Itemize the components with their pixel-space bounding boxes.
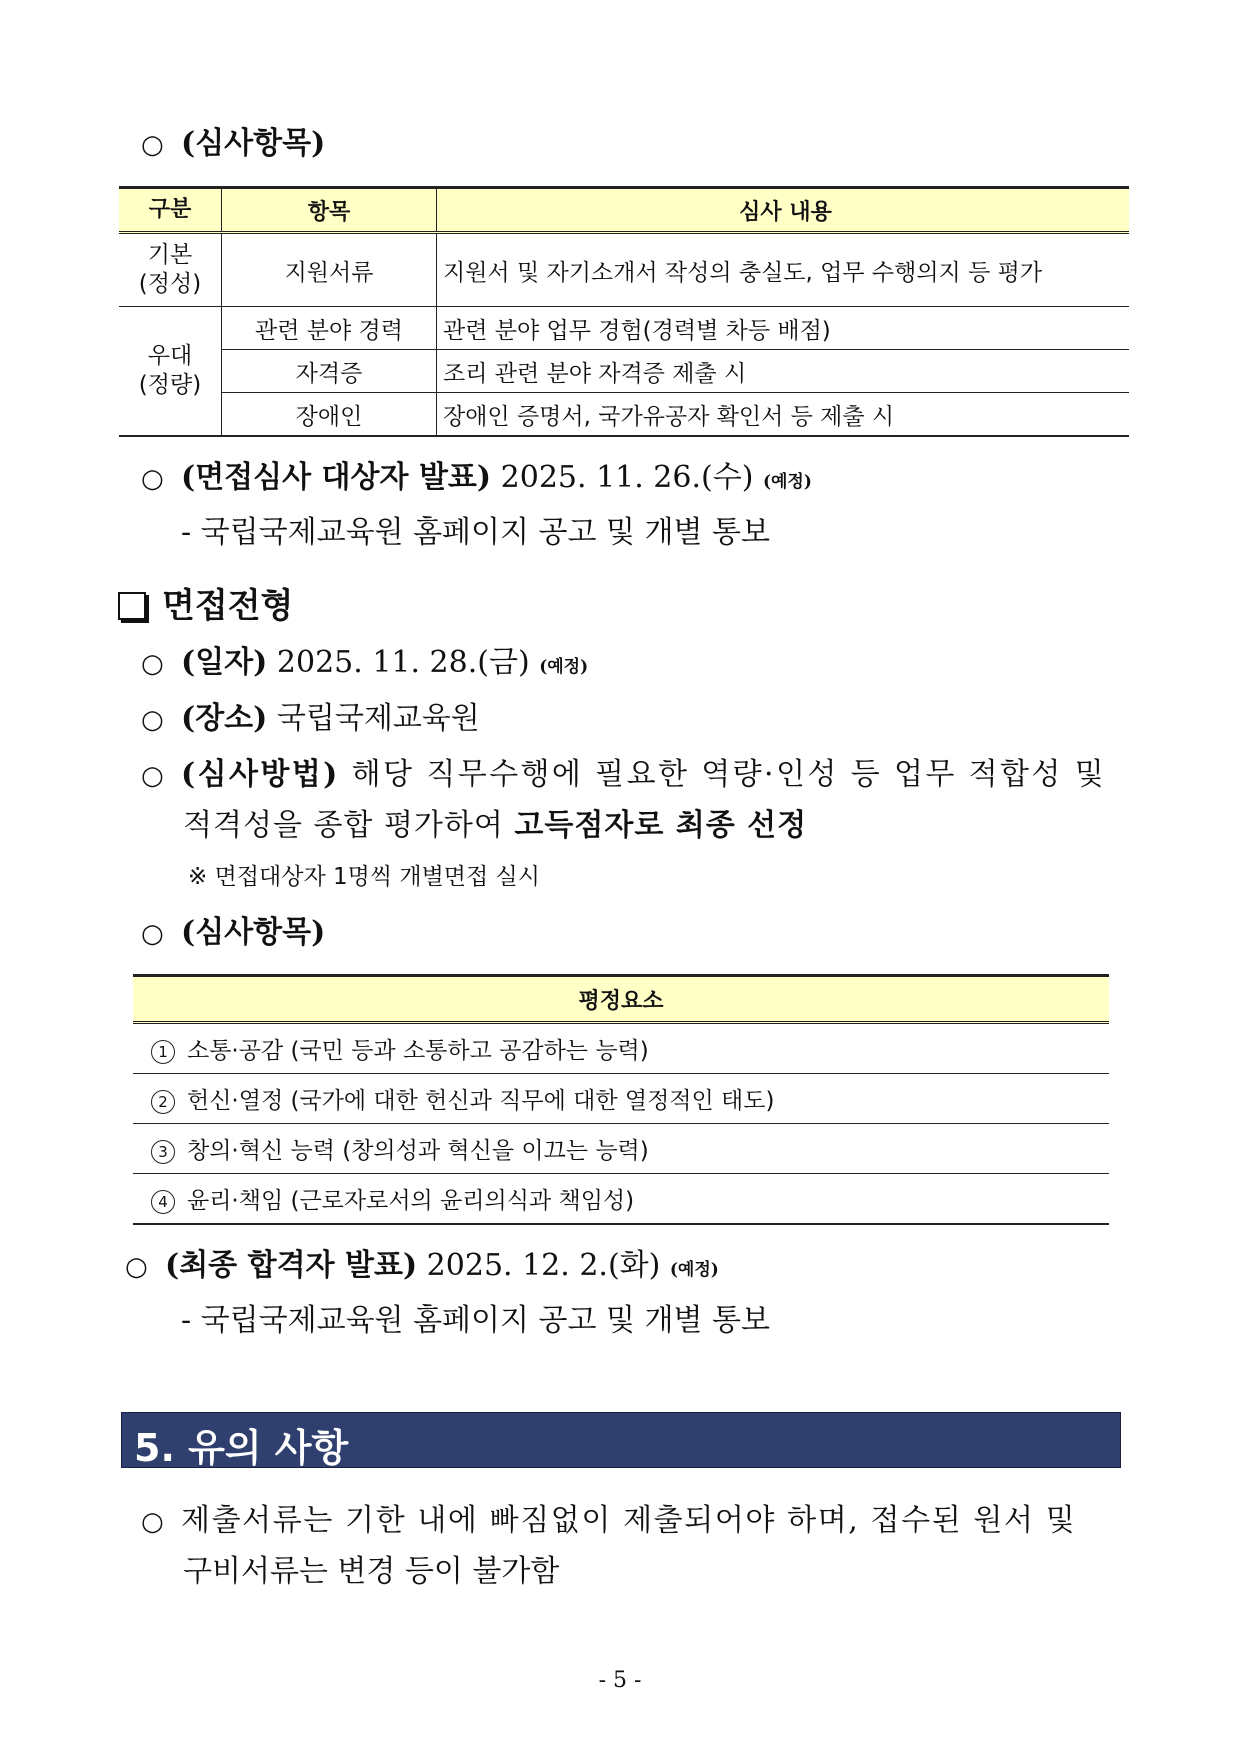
table-row bbox=[133, 1074, 1109, 1124]
final-date: 2025. 12. 2.(화) bbox=[417, 1248, 670, 1283]
interview-method-item bbox=[141, 749, 1106, 793]
interview-method-line2 bbox=[183, 800, 807, 844]
method-text-bold: 고득점자로 최종 선정 bbox=[514, 808, 808, 843]
col-header-content: 심사 내용 bbox=[437, 188, 1130, 233]
section-5-title: 5. 유의 사항 bbox=[134, 1426, 349, 1470]
item-cell: 자격증 bbox=[222, 350, 437, 393]
col-header-item: 항목 bbox=[222, 188, 437, 233]
interview-place-item bbox=[141, 693, 480, 737]
rating-cell bbox=[133, 1074, 1109, 1124]
circled-number: 3 bbox=[151, 1140, 175, 1164]
interview-date-item bbox=[141, 637, 588, 681]
bullet-circle: ○ bbox=[141, 649, 164, 679]
table-row bbox=[119, 350, 1129, 393]
announce-label: (면접심사 대상자 발표) bbox=[181, 460, 492, 495]
rating-cell bbox=[133, 1124, 1109, 1174]
section-5-header bbox=[121, 1412, 1121, 1468]
evaluation-table bbox=[119, 186, 1129, 437]
final-note: (예정) bbox=[669, 1260, 719, 1280]
final-sub: - 국립국제교육원 홈페이지 공고 및 개별 통보 bbox=[181, 1303, 770, 1338]
interview-items-heading bbox=[141, 907, 325, 951]
item-cell: 장애인 bbox=[222, 393, 437, 437]
bullet-circle: ○ bbox=[141, 130, 164, 160]
rating-text: 헌신·열정 (국가에 대한 헌신과 직무에 대한 열정적인 태도) bbox=[187, 1088, 775, 1114]
rating-cell bbox=[133, 1174, 1109, 1225]
bullet-circle: ○ bbox=[141, 464, 164, 494]
circled-number: 2 bbox=[151, 1090, 175, 1114]
table-row bbox=[133, 1023, 1109, 1074]
content-cell: 조리 관련 분야 자격증 제출 시 bbox=[437, 350, 1130, 393]
method-text-line2: 적격성을 종합 평가하여 bbox=[183, 808, 515, 843]
heading-text: (심사항목) bbox=[181, 126, 326, 161]
page-number: - 5 - bbox=[598, 1668, 642, 1693]
date-label: (일자) bbox=[181, 645, 268, 680]
announce-sub: - 국립국제교육원 홈페이지 공고 및 개별 통보 bbox=[181, 515, 770, 550]
method-label: (심사방법) bbox=[181, 757, 340, 792]
method-text-line1: 해당 직무수행에 필요한 역량·인성 등 업무 적합성 및 bbox=[339, 757, 1107, 792]
circled-number: 1 bbox=[151, 1040, 175, 1064]
content-cell: 장애인 증명서, 국가유공자 확인서 등 제출 시 bbox=[437, 393, 1130, 437]
table-row bbox=[119, 233, 1129, 307]
rating-text: 소통·공감 (국민 등과 소통하고 공감하는 능력) bbox=[187, 1038, 649, 1064]
category-cell: 기본 (정성) bbox=[119, 233, 222, 307]
content-cell: 지원서 및 자기소개서 작성의 충실도, 업무 수행의지 등 평가 bbox=[437, 233, 1130, 307]
bullet-circle: ○ bbox=[141, 705, 164, 735]
table-row bbox=[119, 393, 1129, 437]
bullet-circle: ○ bbox=[141, 761, 164, 791]
category-cell: 우대 (정량) bbox=[119, 307, 222, 437]
bullet-circle: ○ bbox=[141, 1507, 164, 1537]
item-cell: 관련 분야 경력 bbox=[222, 307, 437, 350]
rating-text: 창의·혁신 능력 (창의성과 혁신을 이끄는 능력) bbox=[187, 1138, 649, 1164]
item-cell: 지원서류 bbox=[222, 233, 437, 307]
method-note: ※ 면접대상자 1명씩 개별면접 실시 bbox=[188, 864, 540, 890]
rating-text: 윤리·책임 (근로자로서의 윤리의식과 책임성) bbox=[187, 1188, 635, 1214]
bullet-circle: ○ bbox=[141, 919, 164, 949]
table-row bbox=[119, 307, 1129, 350]
date-note: (예정) bbox=[539, 657, 589, 677]
notice-item bbox=[141, 1495, 1076, 1539]
col-header-rating: 평정요소 bbox=[133, 976, 1109, 1023]
content-cell: 관련 분야 업무 경험(경력별 차등 배점) bbox=[437, 307, 1130, 350]
place-value: 국립국제교육원 bbox=[267, 701, 480, 736]
rating-cell bbox=[133, 1023, 1109, 1074]
announce-date: 2025. 11. 26.(수) bbox=[491, 460, 763, 495]
circled-number: 4 bbox=[151, 1190, 175, 1214]
bullet-circle: ○ bbox=[125, 1252, 148, 1282]
rating-elements-table bbox=[133, 974, 1109, 1225]
place-label: (장소) bbox=[181, 701, 268, 736]
interview-candidate-announcement bbox=[141, 452, 812, 496]
notice-text-line2: 구비서류는 변경 등이 불가함 bbox=[183, 1554, 560, 1589]
date-value: 2025. 11. 28.(금) bbox=[267, 645, 540, 680]
table-row bbox=[133, 1174, 1109, 1225]
heading-text: (심사항목) bbox=[181, 915, 326, 950]
announce-note: (예정) bbox=[762, 472, 812, 492]
table-row bbox=[133, 1124, 1109, 1174]
final-label: (최종 합격자 발표) bbox=[165, 1248, 418, 1283]
evaluation-items-heading bbox=[141, 118, 325, 162]
section-title-text: 면접전형 bbox=[162, 586, 294, 626]
notice-text-line1: 제출서류는 기한 내에 빠짐없이 제출되어야 하며, 접수된 원서 및 bbox=[181, 1503, 1077, 1538]
checkbox-icon bbox=[118, 592, 146, 620]
section-title-interview bbox=[118, 578, 293, 627]
col-header-category: 구분 bbox=[119, 188, 222, 233]
final-announcement bbox=[125, 1240, 719, 1284]
